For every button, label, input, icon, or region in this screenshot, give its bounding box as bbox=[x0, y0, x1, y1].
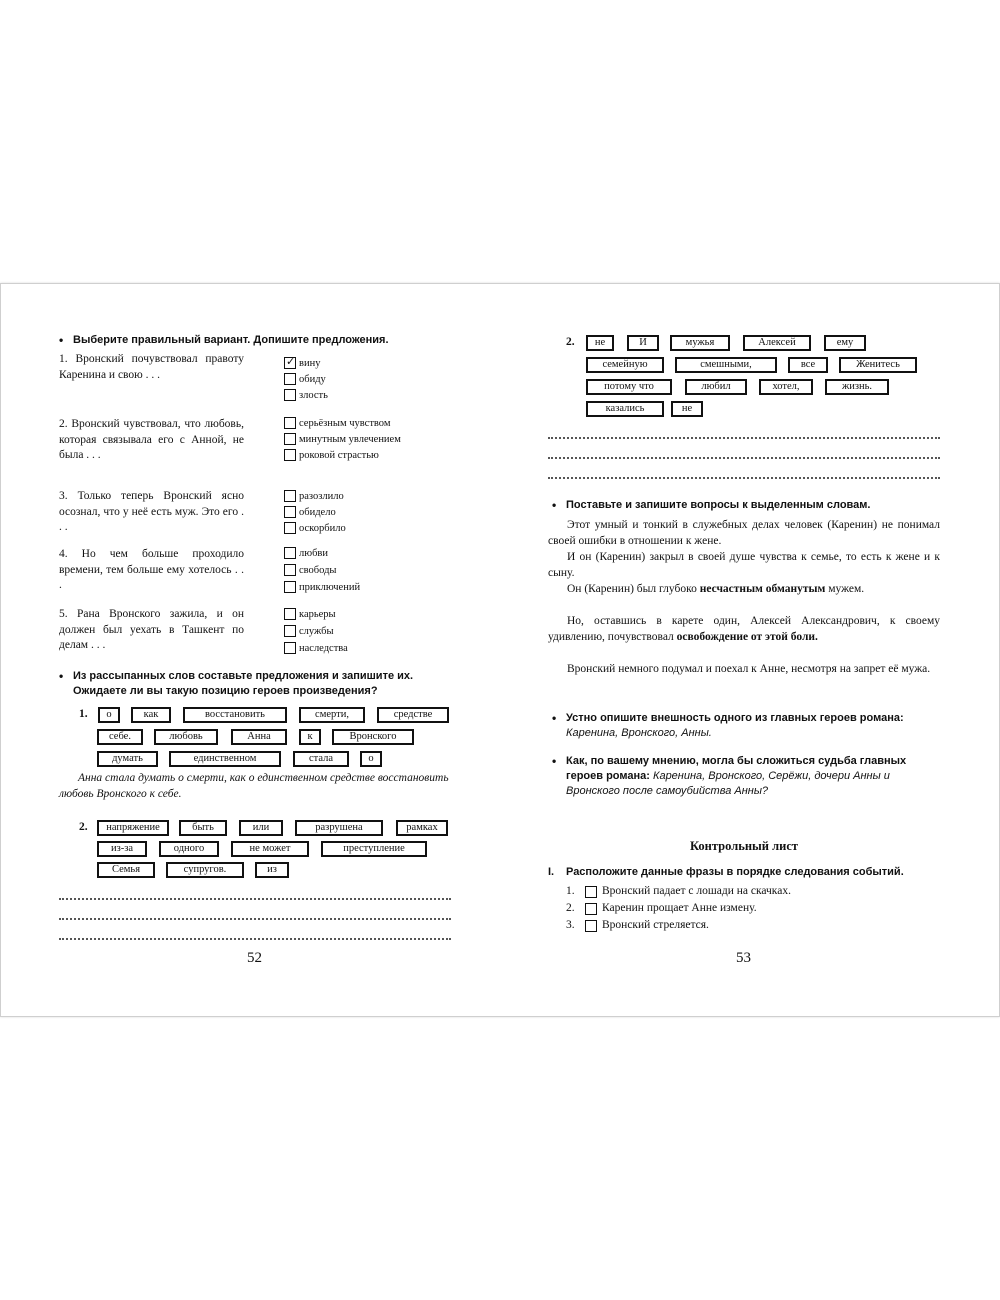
option-label: минутным увлечением bbox=[299, 434, 401, 445]
event-order-box[interactable] bbox=[585, 903, 597, 915]
word-box[interactable]: казались bbox=[586, 401, 664, 417]
answer-line[interactable] bbox=[548, 437, 940, 439]
hero-names: Каренина, Вронского, Серёжи, дочери Анны и Вронского после самоубийства Анны? bbox=[566, 770, 890, 797]
event-text: Вронский стреляется. bbox=[602, 919, 709, 931]
word-box[interactable]: восстановить bbox=[183, 707, 287, 723]
question-3: 3. Только теперь Вронский ясно осознал, что у неё есть муж. Это его . . . bbox=[59, 490, 244, 533]
answer-line[interactable] bbox=[59, 918, 451, 920]
instruction-describe-text: Устно опишите внешность одного из главных героев романа: bbox=[566, 712, 904, 724]
word-box[interactable]: Анна bbox=[231, 729, 287, 745]
checkbox-option[interactable] bbox=[284, 449, 296, 461]
question-1: 1. Вронский почувствовал правоту Каренина и свою . . . bbox=[59, 353, 244, 381]
paragraph-1: Этот умный и тонкий в служебных делах человек (Каренин) не понимал своей ошибки в отношении к жене. bbox=[548, 519, 940, 547]
instruction-describe bbox=[566, 711, 941, 741]
answer-line[interactable] bbox=[548, 457, 940, 459]
word-box[interactable]: Семья bbox=[97, 862, 155, 878]
checkbox-option[interactable] bbox=[284, 490, 296, 502]
word-box[interactable]: не может bbox=[231, 841, 309, 857]
option-label: приключений bbox=[299, 582, 361, 593]
instruction-choose: • Выберите правильный вариант. Допишите предложения. bbox=[73, 333, 458, 348]
word-box[interactable]: как bbox=[131, 707, 171, 723]
paragraph-5: Вронский немного подумал и поехал к Анне, несмотря на запрет её мужа. bbox=[567, 663, 931, 675]
word-box[interactable]: единственном bbox=[169, 751, 281, 767]
checkbox-option[interactable] bbox=[284, 417, 296, 429]
question-4: 4. Но чем больше проходило времени, тем больше ему хотелось . . . bbox=[59, 548, 244, 591]
paragraph-3-end: мужем. bbox=[825, 583, 865, 595]
control-instruction: Расположите данные фразы в порядке следования событий. bbox=[566, 866, 904, 878]
answer-line[interactable] bbox=[59, 898, 451, 900]
word-box[interactable]: И bbox=[627, 335, 659, 351]
book-spread bbox=[0, 283, 1000, 1017]
word-box[interactable]: о bbox=[98, 707, 120, 723]
event-number: 2. bbox=[566, 902, 575, 914]
word-box[interactable]: быть bbox=[179, 820, 227, 836]
word-box[interactable]: или bbox=[239, 820, 283, 836]
option-label: любви bbox=[299, 548, 329, 559]
checkbox-option[interactable] bbox=[284, 608, 296, 620]
option-label: обиду bbox=[299, 374, 326, 385]
checkbox-option[interactable] bbox=[284, 522, 296, 534]
option-label: роковой страстью bbox=[299, 450, 379, 461]
event-number: 3. bbox=[566, 919, 575, 931]
option-label: обидело bbox=[299, 507, 336, 518]
word-box[interactable]: стала bbox=[293, 751, 349, 767]
option-label: злость bbox=[299, 390, 328, 401]
word-box[interactable]: семейную bbox=[586, 357, 664, 373]
page-53 bbox=[548, 284, 943, 1016]
checkbox-option[interactable] bbox=[284, 642, 296, 654]
instruction-fate-text: Как, по вашему мнению, могла бы сложиться судьба главных героев романа: bbox=[566, 755, 907, 782]
checkbox-vinu[interactable] bbox=[284, 357, 296, 369]
word-box[interactable]: преступление bbox=[321, 841, 427, 857]
word-box[interactable]: Алексей bbox=[743, 335, 811, 351]
checkbox-option[interactable] bbox=[284, 506, 296, 518]
word-box[interactable]: смерти, bbox=[299, 707, 365, 723]
event-text: Каренин прощает Анне измену. bbox=[602, 902, 757, 914]
paragraph-3 bbox=[548, 582, 940, 598]
word-box[interactable]: себе. bbox=[97, 729, 143, 745]
checkbox-zlost[interactable] bbox=[284, 389, 296, 401]
event-order-box[interactable] bbox=[585, 886, 597, 898]
option-label: карьеры bbox=[299, 609, 336, 620]
event-order-box[interactable] bbox=[585, 920, 597, 932]
event-text: Вронский падает с лошади на скачках. bbox=[602, 885, 791, 897]
word-box[interactable]: хотел, bbox=[759, 379, 813, 395]
instruction-questions: • Поставьте и запишите вопросы к выделенным словам. bbox=[566, 498, 941, 513]
control-item-number: I. bbox=[548, 866, 555, 878]
option-label: вину bbox=[299, 358, 321, 369]
answer-line[interactable] bbox=[548, 477, 940, 479]
exercise-2-number: 2. bbox=[79, 821, 88, 833]
instruction-compose: • Из рассыпанных слов составьте предложения и запишите их. Ожидаете ли вы такую позицию героев произведения? bbox=[73, 669, 453, 699]
hero-names: Каренина, Вронского, Анны. bbox=[566, 727, 712, 739]
word-box[interactable]: из-за bbox=[97, 841, 147, 857]
question-5: 5. Рана Вронского зажила, и он должен был уехать в Ташкент по делам . . . bbox=[59, 608, 244, 651]
page-number-right: 53 bbox=[736, 950, 751, 966]
word-box[interactable]: жизнь. bbox=[825, 379, 889, 395]
question-2: 2. Вронский чувствовал, что любовь, которая связывала его с Анной, не была . . . bbox=[59, 418, 244, 461]
checkbox-obidu[interactable] bbox=[284, 373, 296, 385]
option-label: свободы bbox=[299, 565, 337, 576]
page-number-left: 52 bbox=[247, 950, 262, 966]
paragraph-4 bbox=[548, 614, 940, 645]
event-number: 1. bbox=[566, 885, 575, 897]
checkbox-option[interactable] bbox=[284, 433, 296, 445]
option-label: серьёзным чувством bbox=[299, 418, 391, 429]
word-box[interactable]: смешными, bbox=[675, 357, 777, 373]
word-box[interactable]: все bbox=[788, 357, 828, 373]
paragraph-4-start: Но, оставшись в карете один, Алексей Александрович, к своему удивлению, почувствовал bbox=[548, 615, 940, 643]
option-label: службы bbox=[299, 626, 334, 637]
paragraph-2: И он (Каренин) закрыл в своей душе чувства к семье, то есть к жене и к сыну. bbox=[548, 551, 940, 579]
checkbox-option[interactable] bbox=[284, 547, 296, 559]
page-52 bbox=[59, 284, 454, 1016]
word-box[interactable]: о bbox=[360, 751, 382, 767]
word-box[interactable]: к bbox=[299, 729, 321, 745]
highlighted-phrase: освобождение от этой боли. bbox=[676, 630, 818, 643]
option-label: разозлило bbox=[299, 491, 344, 502]
exercise-1-number: 1. bbox=[79, 708, 88, 720]
word-box[interactable]: любовь bbox=[154, 729, 218, 745]
word-box[interactable]: любил bbox=[685, 379, 747, 395]
word-box[interactable]: Женитесь bbox=[839, 357, 917, 373]
checkbox-option[interactable] bbox=[284, 564, 296, 576]
checkbox-option[interactable] bbox=[284, 625, 296, 637]
answer-line[interactable] bbox=[59, 938, 451, 940]
option-label: оскорбило bbox=[299, 523, 346, 534]
word-box[interactable]: не bbox=[586, 335, 614, 351]
word-box[interactable]: потому что bbox=[586, 379, 672, 395]
word-box[interactable]: супругов. bbox=[166, 862, 244, 878]
paragraph-3-start: Он (Каренин) был глубоко bbox=[567, 583, 700, 595]
word-box[interactable]: средстве bbox=[377, 707, 449, 723]
exercise-1-answer: Анна стала думать о смерти, как о единственном средстве восстановить любовь Вронского к себе. bbox=[59, 772, 449, 800]
option-label: наследства bbox=[299, 643, 348, 654]
word-box[interactable]: одного bbox=[159, 841, 219, 857]
highlighted-phrase: несчастным обманутым bbox=[699, 583, 826, 595]
exercise-2-number: 2. bbox=[566, 336, 575, 348]
instruction-fate bbox=[566, 754, 941, 799]
word-box[interactable]: напряжение bbox=[97, 820, 169, 836]
checkbox-option[interactable] bbox=[284, 581, 296, 593]
word-box[interactable]: из bbox=[255, 862, 289, 878]
word-box[interactable]: не bbox=[671, 401, 703, 417]
word-box[interactable]: думать bbox=[97, 751, 158, 767]
word-box[interactable]: рамках bbox=[396, 820, 448, 836]
word-box[interactable]: ему bbox=[824, 335, 866, 351]
word-box[interactable]: мужья bbox=[670, 335, 730, 351]
word-box[interactable]: Вронского bbox=[332, 729, 414, 745]
word-box[interactable]: разрушена bbox=[295, 820, 383, 836]
control-sheet-title: Контрольный лист bbox=[689, 839, 799, 853]
check-mark-icon: ✓ bbox=[286, 356, 296, 368]
